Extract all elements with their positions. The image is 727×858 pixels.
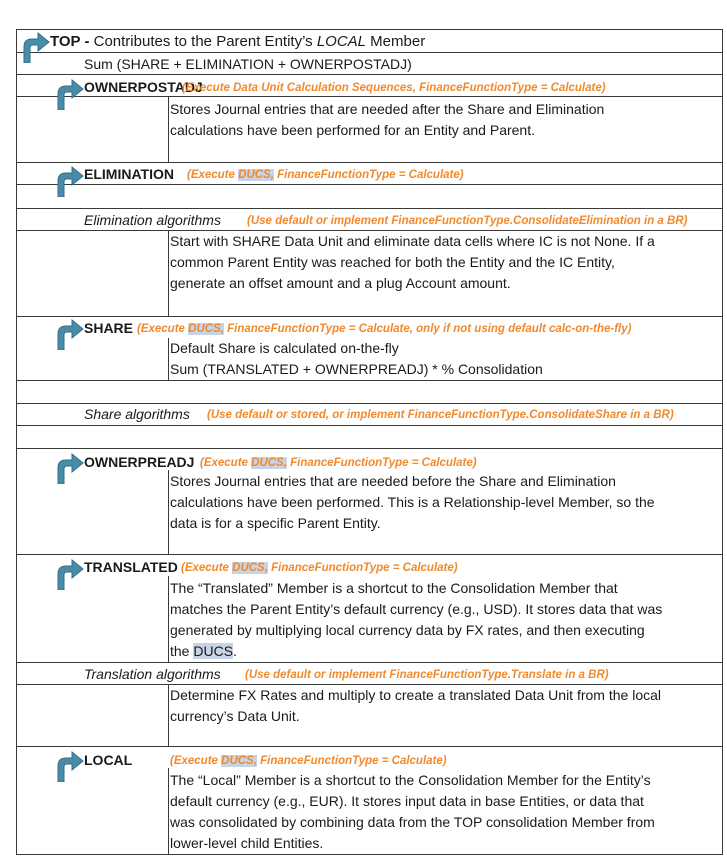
translation-algorithms-desc — [170, 685, 661, 727]
member-name-elimination: ELIMINATION — [84, 166, 174, 182]
desc-line: Default Share is calculated on-the-fly — [170, 340, 399, 356]
divider — [16, 162, 723, 163]
note-part: (Execute — [137, 323, 189, 335]
desc-line: common Parent Entity was reached for both the Entity and the IC Entity, — [170, 254, 615, 270]
desc-line: calculations have been performed. This is a Relationship-level Member, so the — [170, 494, 655, 510]
column-divider — [168, 470, 169, 554]
note-part: (Execute — [187, 169, 239, 181]
curved-up-right-arrow-icon — [18, 29, 52, 63]
desc-line: currency’s Data Unit. — [170, 708, 300, 724]
divider — [16, 74, 723, 75]
translated-desc — [170, 578, 662, 662]
member-name-translated: TRANSLATED — [84, 559, 178, 575]
translated-note — [181, 560, 458, 576]
member-name-ownerpostadj: OWNERPOSTADJ — [84, 79, 203, 95]
divider — [16, 554, 723, 555]
share-desc — [170, 338, 543, 380]
top-description-local: LOCAL — [316, 33, 367, 50]
column-divider — [168, 230, 169, 316]
share-algorithms-label: Share algorithms — [84, 406, 190, 422]
local-desc — [170, 770, 655, 854]
ducs-highlight: DUCS — [193, 643, 234, 659]
desc-line — [170, 641, 662, 662]
top-description: Contributes to the Parent Entity’s — [93, 33, 317, 50]
curved-up-right-arrow-icon — [52, 748, 86, 782]
curved-up-right-arrow-icon — [52, 450, 86, 484]
desc-line: lower-level child Entities. — [170, 835, 324, 851]
divider — [16, 448, 723, 449]
column-divider — [168, 576, 169, 662]
translation-algorithms-note: (Use default or implement FinanceFunctionType.Translate in a BR) — [245, 669, 609, 681]
translation-algorithms-label: Translation algorithms — [84, 666, 221, 682]
elimination-algorithms-note: (Use default or implement FinanceFunctionType.ConsolidateElimination in a BR) — [247, 215, 688, 227]
share-note — [137, 321, 631, 337]
ducs-highlight: DUCS, — [251, 457, 287, 469]
desc-line: data is for a specific Parent Entity. — [170, 515, 381, 531]
ownerpostadj-desc — [170, 99, 604, 141]
member-name-ownerpreadj: OWNERPREADJ — [84, 454, 195, 470]
top-description-end: Member — [366, 33, 426, 50]
divider — [16, 425, 723, 426]
note-part: (Execute — [170, 755, 222, 767]
note-part: FinanceFunctionType = Calculate) — [273, 169, 464, 181]
divider — [16, 746, 723, 747]
desc-line: Start with SHARE Data Unit and eliminate data cells where IC is not None. If a — [170, 233, 655, 249]
ducs-highlight: DUCS, — [188, 323, 224, 335]
desc-line: matches the Parent Entity’s default currency (e.g., USD). It stores data that was — [170, 601, 663, 617]
top-formula: Sum (SHARE + ELIMINATION + OWNERPOSTADJ) — [84, 56, 412, 72]
consolidation-table — [16, 29, 723, 855]
desc-part: . — [233, 643, 237, 659]
desc-line: Determine FX Rates and multiply to create a translated Data Unit from the local — [170, 687, 661, 703]
desc-part: the — [170, 643, 194, 659]
desc-line: generated by multiplying local currency data by FX rates, and then executing — [170, 622, 645, 638]
note-part: (Execute — [200, 457, 252, 469]
desc-line: The “Translated” Member is a shortcut to the Consolidation Member that — [170, 580, 618, 596]
desc-line: generate an offset amount and a plug Account amount. — [170, 275, 511, 291]
divider — [16, 316, 723, 317]
desc-line: calculations have been performed for an Entity and Parent. — [170, 122, 535, 138]
note-part: FinanceFunctionType = Calculate, only if not using default calc-on-the-fly) — [223, 323, 632, 335]
divider — [16, 662, 723, 663]
note-part: FinanceFunctionType = Calculate) — [286, 457, 477, 469]
local-note — [170, 753, 447, 769]
ducs-highlight: DUCS, — [238, 169, 274, 181]
desc-line: The “Local” Member is a shortcut to the Consolidation Member for the Entity’s — [170, 772, 651, 788]
note-part: FinanceFunctionType = Calculate) — [267, 562, 458, 574]
desc-line: was consolidated by combining data from the TOP consolidation Member from — [170, 814, 655, 830]
desc-line: default currency (e.g., EUR). It stores input data in base Entities, or data that — [170, 793, 644, 809]
column-divider — [168, 768, 169, 855]
curved-up-right-arrow-icon — [52, 76, 86, 110]
ducs-highlight: DUCS, — [232, 562, 268, 574]
desc-line: Sum (TRANSLATED + OWNERPREADJ) * % Consolidation — [170, 361, 543, 377]
ducs-highlight: DUCS, — [221, 755, 257, 767]
note-part: (Execute — [181, 562, 233, 574]
ownerpostadj-note: (Execute Data Unit Calculation Sequences, FinanceFunctionType = Calculate) — [182, 82, 606, 94]
elimination-algorithms-desc — [170, 231, 655, 294]
ownerpreadj-desc — [170, 471, 655, 534]
divider — [16, 184, 723, 185]
member-name-share: SHARE — [84, 320, 134, 336]
divider — [16, 208, 723, 209]
curved-up-right-arrow-icon — [52, 316, 86, 350]
desc-line: Stores Journal entries that are needed after the Share and Elimination — [170, 101, 605, 117]
top-row — [50, 32, 425, 52]
column-divider — [168, 96, 169, 162]
curved-up-right-arrow-icon — [52, 556, 86, 590]
divider — [16, 52, 723, 53]
column-divider — [168, 338, 169, 380]
column-divider — [168, 684, 169, 746]
elimination-note — [187, 167, 464, 183]
divider — [16, 380, 723, 381]
note-part: FinanceFunctionType = Calculate) — [256, 755, 447, 767]
curved-up-right-arrow-icon — [52, 163, 86, 197]
elimination-algorithms-label: Elimination algorithms — [84, 212, 221, 228]
desc-line: Stores Journal entries that are needed before the Share and Elimination — [170, 473, 616, 489]
ownerpreadj-note — [200, 455, 477, 471]
member-name-top: TOP - — [50, 33, 94, 50]
share-algorithms-note: (Use default or stored, or implement FinanceFunctionType.ConsolidateShare in a BR) — [207, 409, 674, 421]
member-name-local: LOCAL — [84, 752, 133, 768]
